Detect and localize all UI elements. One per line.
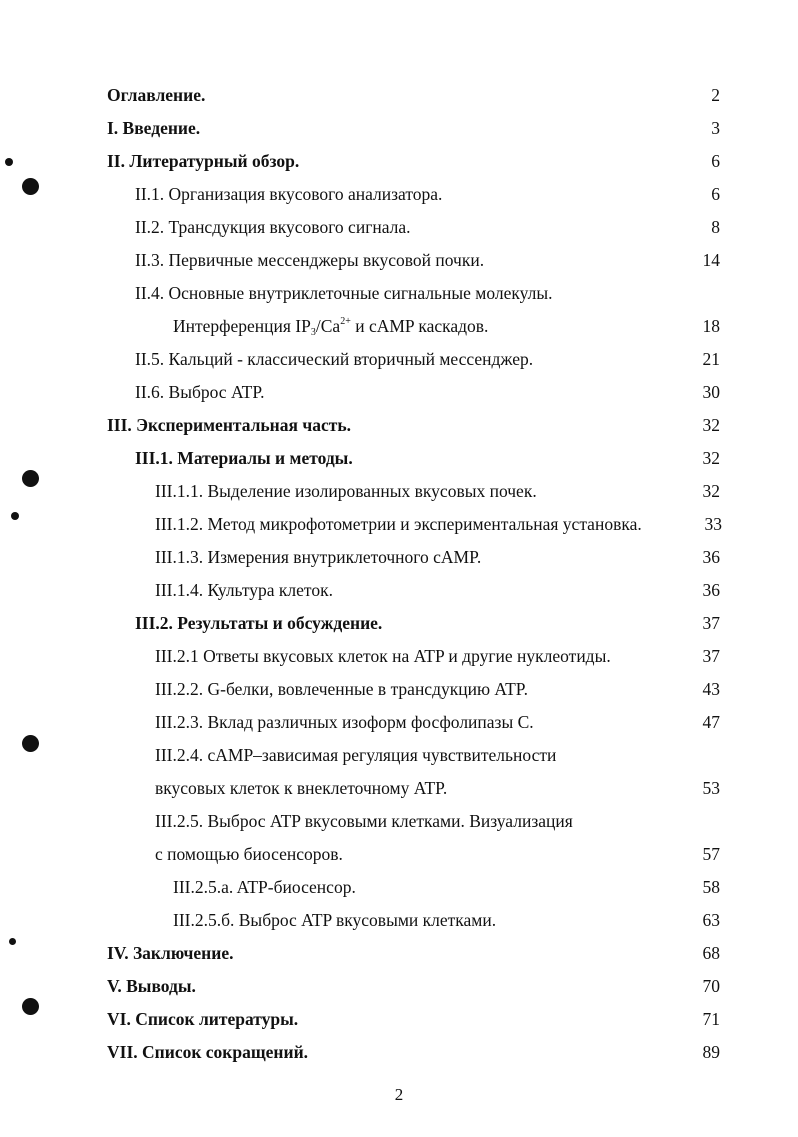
toc-entry-page: 30: [702, 382, 720, 402]
toc-entry-page: 58: [702, 877, 720, 897]
toc-entry-page: 89: [702, 1042, 720, 1062]
toc-entry-page: 70: [702, 976, 720, 996]
toc-entry[interactable]: [0, 474, 798, 507]
toc-entry-title-part: Интерференция IP: [173, 316, 311, 336]
toc-entry-title: III.1.4. Культура клеток.: [155, 580, 333, 600]
toc-entry-title: V. Выводы.: [107, 976, 196, 996]
toc-entry-page: 32: [702, 448, 720, 468]
toc-entry[interactable]: [0, 375, 798, 408]
toc-entry-title: III.2.3. Вклад различных изоформ фосфолипазы С.: [155, 712, 534, 732]
toc-entry-title: II.6. Выброс ATP.: [135, 382, 265, 402]
toc-entry-page: 63: [702, 910, 720, 930]
subscript: 3: [310, 327, 316, 338]
toc-entry-title: VII. Список сокращений.: [107, 1042, 309, 1062]
table-of-contents: [0, 78, 798, 1068]
toc-entry-title: III.2.5.б. Выброс ATP вкусовыми клетками.: [173, 910, 497, 930]
toc-entry-title: II.4. Основные внутриклеточные сигнальные молекулы.: [135, 283, 553, 303]
toc-entry-title: II.2. Трансдукция вкусового сигнала.: [135, 217, 411, 237]
toc-entry-page: 21: [702, 349, 720, 369]
toc-entry-title: III.2.1 Ответы вкусовых клеток на ATP и другие нуклеотиды.: [155, 646, 611, 666]
toc-entry-page: 14: [702, 250, 720, 270]
toc-entry[interactable]: [0, 441, 798, 474]
toc-entry[interactable]: [0, 639, 798, 672]
toc-entry-page: 36: [702, 580, 720, 600]
toc-entry-page: 43: [702, 679, 720, 699]
toc-entry-page: 37: [702, 613, 720, 633]
toc-entry-title: III.2.5.a. ATP-биосенсор.: [173, 877, 356, 897]
toc-entry-title: III. Экспериментальная часть.: [107, 415, 351, 435]
toc-entry-title: III.2.2. G-белки, вовлеченные в трансдукцию ATP.: [155, 679, 528, 699]
toc-entry-page: 47: [702, 712, 720, 732]
toc-entry-title: III.2. Результаты и обсуждение.: [135, 613, 383, 633]
toc-entry-page: 6: [711, 184, 720, 204]
toc-entry[interactable]: [0, 1002, 798, 1035]
toc-entry-title: II. Литературный обзор.: [107, 151, 300, 171]
toc-entry[interactable]: [0, 210, 798, 243]
toc-entry[interactable]: [0, 309, 798, 342]
toc-entry-title: [173, 316, 488, 338]
toc-entry-title: III.1.3. Измерения внутриклеточного cAMP.: [155, 547, 482, 567]
toc-entry-title: с помощью биосенсоров.: [155, 844, 343, 864]
toc-entry-title: III.1. Материалы и методы.: [135, 448, 353, 468]
toc-entry-page: 3: [711, 118, 720, 138]
toc-entry-page: 8: [711, 217, 720, 237]
toc-entry-title: IV. Заключение.: [107, 943, 234, 963]
toc-entry[interactable]: [0, 507, 798, 540]
toc-entry[interactable]: [0, 837, 798, 870]
toc-entry-page: 36: [702, 547, 720, 567]
toc-entry[interactable]: [0, 276, 798, 309]
toc-entry[interactable]: [0, 177, 798, 210]
toc-entry-page: 2: [711, 85, 720, 105]
toc-entry[interactable]: [0, 78, 798, 111]
toc-entry-title: III.2.4. cAMP–зависимая регуляция чувствительности: [155, 745, 557, 765]
toc-entry-title: I. Введение.: [107, 118, 201, 138]
toc-entry[interactable]: [0, 540, 798, 573]
toc-entry-title: II.1. Организация вкусового анализатора.: [135, 184, 443, 204]
toc-entry-page: 71: [702, 1009, 720, 1029]
toc-entry-page: 53: [702, 778, 720, 798]
toc-entry[interactable]: [0, 342, 798, 375]
toc-entry-page: 33: [704, 514, 722, 534]
toc-entry-page: 57: [702, 844, 720, 864]
toc-entry[interactable]: [0, 705, 798, 738]
toc-entry[interactable]: [0, 969, 798, 1002]
toc-entry[interactable]: [0, 1035, 798, 1068]
toc-entry-title: III.2.5. Выброс ATP вкусовыми клетками. Визуализация: [155, 811, 573, 831]
toc-entry-page: 37: [702, 646, 720, 666]
toc-entry[interactable]: [0, 870, 798, 903]
toc-entry[interactable]: [0, 606, 798, 639]
toc-entry[interactable]: [0, 573, 798, 606]
toc-entry-page: 68: [702, 943, 720, 963]
superscript: 2+: [340, 316, 351, 327]
toc-entry-title: VI. Список литературы.: [107, 1009, 299, 1029]
toc-entry-title: Оглавление.: [107, 85, 206, 105]
toc-entry-title: III.1.2. Метод микрофотометрии и экспериментальная установка.: [155, 514, 642, 534]
toc-entry[interactable]: [0, 111, 798, 144]
toc-entry[interactable]: [0, 804, 798, 837]
toc-entry-title: II.3. Первичные мессенджеры вкусовой почки.: [135, 250, 485, 270]
toc-entry[interactable]: [0, 903, 798, 936]
toc-entry[interactable]: [0, 771, 798, 804]
toc-entry-title: III.1.1. Выделение изолированных вкусовых почек.: [155, 481, 537, 501]
toc-entry-page: 18: [702, 316, 720, 336]
toc-entry-page: 32: [702, 415, 720, 435]
toc-entry[interactable]: [0, 672, 798, 705]
toc-entry-title: вкусовых клеток к внеклеточному ATP.: [155, 778, 448, 798]
page-number: 2: [394, 1085, 404, 1104]
toc-entry[interactable]: [0, 144, 798, 177]
toc-entry-title-part: /Ca: [315, 316, 341, 336]
toc-entry[interactable]: [0, 738, 798, 771]
toc-entry-title-part: и cAMP каскадов.: [350, 316, 489, 336]
toc-entry[interactable]: [0, 243, 798, 276]
toc-entry-page: 6: [711, 151, 720, 171]
toc-entry[interactable]: [0, 936, 798, 969]
toc-entry-title: II.5. Кальций - классический вторичный мессенджер.: [135, 349, 534, 369]
toc-entry-page: 32: [702, 481, 720, 501]
toc-entry[interactable]: [0, 408, 798, 441]
